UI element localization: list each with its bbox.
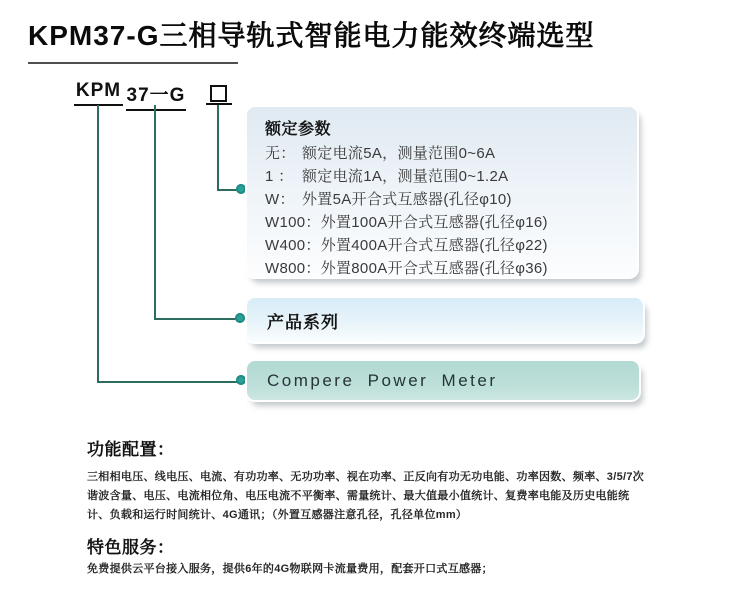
rated-option-code: 无： <box>265 145 296 162</box>
rated-option-desc: 外置5A开合式互感器(孔径φ10) <box>302 191 512 208</box>
rated-option-row <box>265 188 637 211</box>
rated-params-heading: 额定参数 <box>265 121 332 138</box>
product-series-label: 产品系列 <box>267 312 339 332</box>
rated-option-row <box>265 257 637 280</box>
rated-option-code: W100： <box>265 214 321 231</box>
services-body: 免费提供云平台接入服务，提供6年的4G物联网卡流量费用，配套开口式互感器； <box>87 563 493 575</box>
title-underline <box>28 62 238 64</box>
rated-option-row <box>265 165 637 188</box>
rated-option-row <box>265 211 637 234</box>
rated-option-row <box>265 142 637 165</box>
rated-option-desc: 额定电流5A，测量范围0~6A <box>302 145 496 162</box>
rated-option-code: 1 ： <box>265 168 294 185</box>
product-series-panel <box>247 298 643 342</box>
rated-option-desc: 额定电流1A，测量范围0~1.2A <box>302 168 509 185</box>
rated-option-code: W400： <box>265 237 321 254</box>
rated-option-code: W800： <box>265 260 321 277</box>
features-heading: 功能配置： <box>87 440 175 459</box>
model-placeholder-box <box>210 85 227 102</box>
services-heading: 特色服务： <box>87 538 175 557</box>
page-title: KPM37-G三相导轨式智能电力能效终端选型 <box>28 20 595 51</box>
rated-option-code: W： <box>265 191 295 208</box>
rated-params-panel <box>247 107 637 277</box>
rated-option-desc: 外置100A开合式互感器(孔径φ16) <box>320 214 548 231</box>
bullet-dot-brand <box>236 375 246 385</box>
brand-label: Compere Power Meter <box>267 370 498 390</box>
rated-option-desc: 外置800A开合式互感器(孔径φ36) <box>320 260 548 277</box>
model-segment-series: 37一G <box>126 80 186 111</box>
bullet-dot-rated <box>236 184 246 194</box>
connector-brand <box>97 105 240 383</box>
bullet-dot-series <box>235 313 245 323</box>
features-body: 三相相电压、线电压、电流、有功功率、无功功率、视在功率、正反向有功无功电能、功率因数、频率、3/5/7次谐波含量、电压、电流相位角、电压电流不平衡率、需量统计、最大值最小值统计、复费率电能及历史电能统计、负载和运行时间统计、4G通讯；（外置互感器注意孔径，孔径单位mm） <box>87 471 645 521</box>
model-segment-brand: KPM <box>74 80 123 106</box>
rated-option-row <box>265 234 637 257</box>
brand-panel <box>247 361 639 400</box>
rated-option-desc: 外置400A开合式互感器(孔径φ22) <box>320 237 548 254</box>
